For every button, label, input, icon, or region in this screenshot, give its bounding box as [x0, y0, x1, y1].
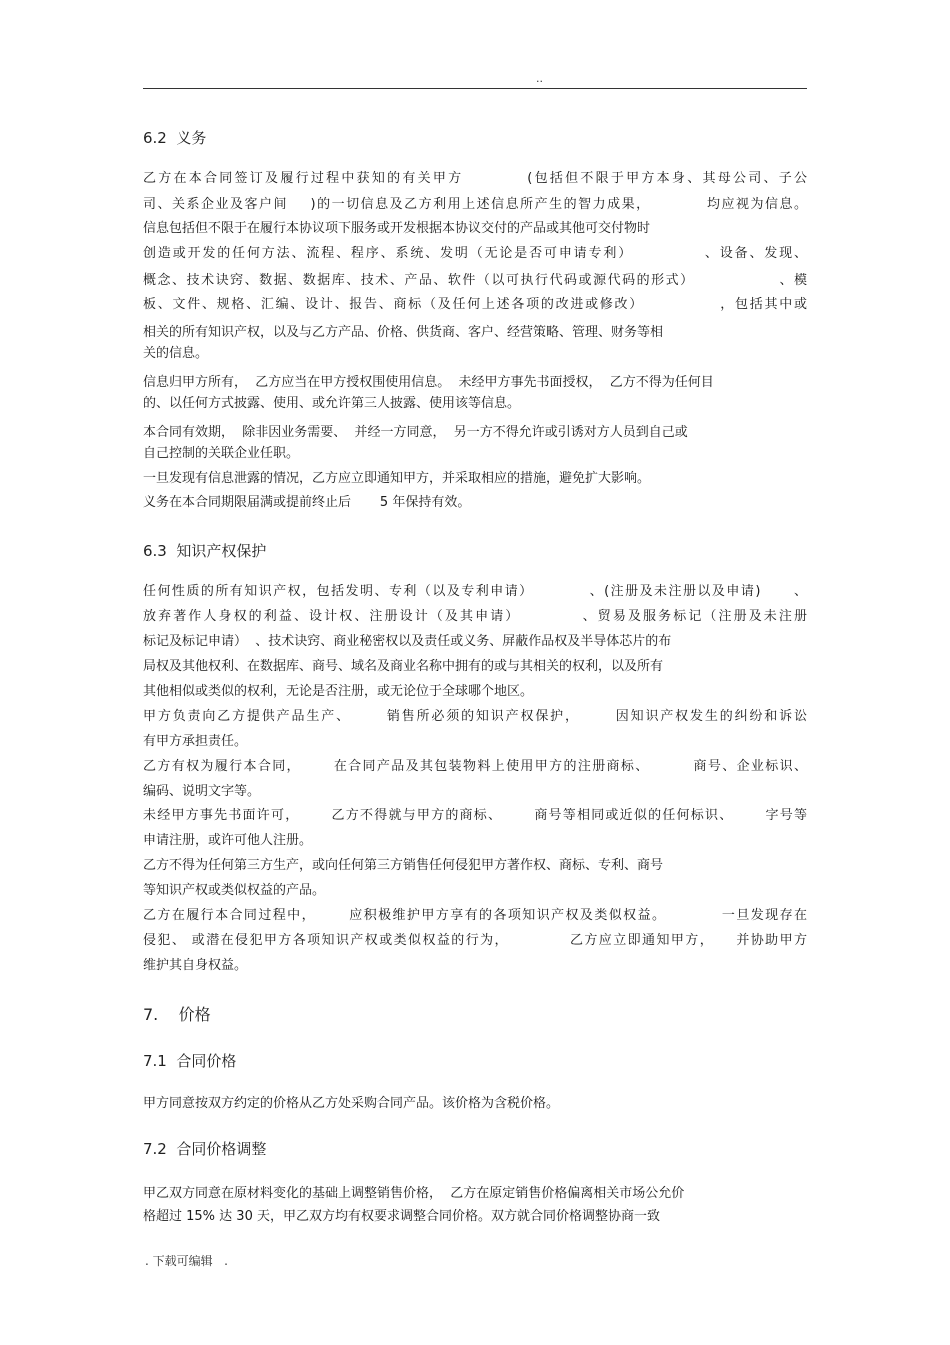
s62-line: 板、文件、规格、汇编、设计、报告、商标（及任何上述各项的改进或修改） ，包括其中或 — [143, 297, 807, 312]
s63-line: 侵犯、 或潜在侵犯甲方各项知识产权或类似权益的行为， 乙方应立即通知甲方， 并协助甲方 — [143, 933, 807, 948]
s63-line: 任何性质的所有知识产权，包括发明、专利（以及专利申请） 、(注册及未注册以及申请) 、 — [143, 584, 807, 599]
s63-line: 标记及标记申请） 、技术诀窍、商业秘密权以及责任或义务、屏蔽作品权及半导体芯片的布 — [143, 634, 672, 649]
s63-line: 等知识产权或类似权益的产品。 — [143, 883, 326, 898]
s62-line: 本合同有效期， 除非因业务需要、 并经一方同意， 另一方不得允许或引诱对方人员到自己或 — [143, 425, 688, 440]
s63-line: 放弃著作人身权的利益、设计权、注册设计（及其申请） 、贸易及服务标记（注册及未注册 — [143, 609, 807, 624]
s62-line: 信息包括但不限于在履行本协议项下服务或开发根据本协议交付的产品或其他可交付物时 — [143, 221, 651, 236]
footer-text: . 下载可编辑 . — [145, 1254, 228, 1268]
s62-line: 乙方在本合同签订及履行过程中获知的有关甲方 (包括但不限于甲方本身、其母公司、子公 — [143, 171, 807, 186]
section-6-2-title: 6.2 义务 — [143, 129, 207, 147]
s63-line: 局权及其他权利、在数据库、商号、域名及商业名称中拥有的或与其相关的权利，以及所有 — [143, 659, 664, 674]
s62-line: 司、关系企业及客户间 )的一切信息及乙方利用上述信息所产生的智力成果， 均应视为信息。 — [143, 197, 807, 212]
s63-line: 甲方负责向乙方提供产品生产、 销售所必须的知识产权保护， 因知识产权发生的纠纷和诉讼 — [143, 709, 807, 724]
s62-line: 关的信息。 — [143, 346, 209, 361]
s63-line: 维护其自身权益。 — [143, 958, 248, 973]
s62-line: 概念、技术诀窍、数据、数据库、技术、产品、软件（以可执行代码或源代码的形式） 、模 — [143, 273, 807, 288]
s71-line: 甲方同意按双方约定的价格从乙方处采购合同产品。该价格为含税价格。 — [143, 1096, 560, 1111]
section-7-2-title: 7.2 合同价格调整 — [143, 1140, 267, 1158]
s63-line: 乙方不得为任何第三方生产，或向任何第三方销售任何侵犯甲方著作权、商标、专利、商号 — [143, 858, 664, 873]
s62-line: 的、以任何方式披露、使用、或允许第三人披露、使用该等信息。 — [143, 396, 521, 411]
header-mark: .. — [536, 72, 543, 85]
s63-line: 编码、说明文字等。 — [143, 784, 261, 799]
s72-line: 甲乙双方同意在原材料变化的基础上调整销售价格， 乙方在原定销售价格偏离相关市场公允价 — [143, 1186, 685, 1201]
s62-line: 自己控制的关联企业任职。 — [143, 446, 300, 461]
s63-line: 乙方在履行本合同过程中， 应积极维护甲方享有的各项知识产权及类似权益。 一旦发现存在 — [143, 908, 807, 923]
s62-line: 义务在本合同期限届满或提前终止后 5 年保持有效。 — [143, 495, 471, 510]
s63-line: 乙方有权为履行本合同， 在合同产品及其包装物料上使用甲方的注册商标、 商号、企业标识、 — [143, 759, 807, 774]
section-7-1-title: 7.1 合同价格 — [143, 1052, 237, 1070]
s62-line: 信息归甲方所有， 乙方应当在甲方授权围使用信息。 未经甲方事先书面授权， 乙方不得为任何目 — [143, 375, 714, 390]
s63-line: 其他相似或类似的权利，无论是否注册，或无论位于全球哪个地区。 — [143, 684, 534, 699]
header-rule — [143, 88, 807, 89]
s62-line: 创造或开发的任何方法、流程、程序、系统、发明（无论是否可申请专利） 、设备、发现、 — [143, 246, 807, 261]
s72-line: 格超过 15% 达 30 天，甲乙双方均有权要求调整合同价格。双方就合同价格调整协商一致 — [143, 1209, 660, 1224]
s63-line: 申请注册，或许可他人注册。 — [143, 833, 313, 848]
s63-line: 未经甲方事先书面许可， 乙方不得就与甲方的商标、 商号等相同或近似的任何标识、 字号等 — [143, 808, 807, 823]
s63-line: 有甲方承担责任。 — [143, 734, 248, 749]
section-6-3-title: 6.3 知识产权保护 — [143, 542, 267, 560]
section-7-title: 7. 价格 — [143, 1005, 211, 1024]
s62-line: 一旦发现有信息泄露的情况，乙方应立即通知甲方，并采取相应的措施，避免扩大影响。 — [143, 471, 651, 486]
s62-line: 相关的所有知识产权，以及与乙方产品、价格、供货商、客户、经营策略、管理、财务等相 — [143, 325, 664, 340]
